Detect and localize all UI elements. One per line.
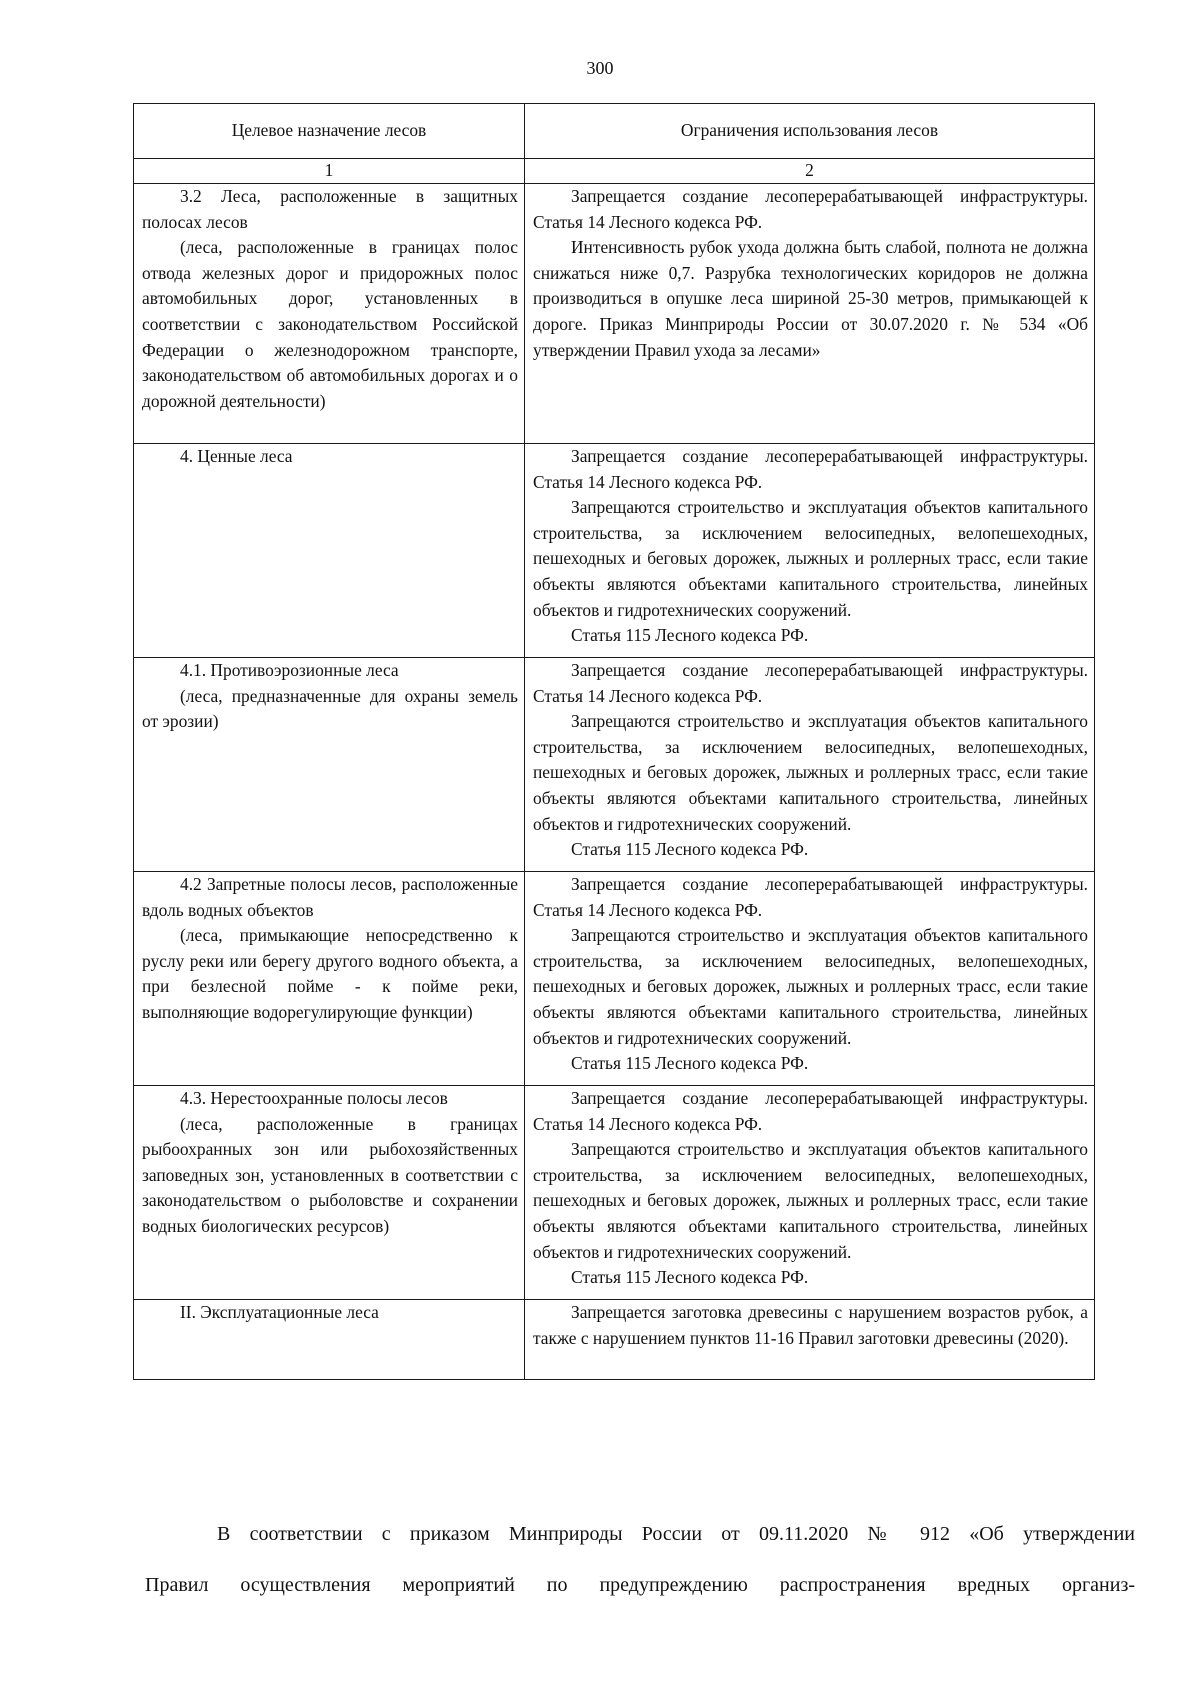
law-reference: Статья 115 Лесного кодекса РФ.: [571, 1267, 809, 1288]
body-paragraph-line: В соответствии с приказом Минприроды России от 09.11.2020 № 912 «Об утверждении: [217, 1523, 1135, 1545]
restrictions-cell: [525, 444, 1095, 658]
restriction-paragraph: Запрещаются строительство и эксплуатация объектов капитального строительства, за исключением велосипедных, велопешеходных, пешеходных и беговых дорожек, лыжных и роллерных трасс, если такие объекты являются объектами капитального строительства, линейных объектов и гидротехнических сооружений.: [533, 1139, 1088, 1262]
restriction-paragraph: Запрещаются строительство и эксплуатация объектов капитального строительства, за исключением велосипедных, велопешеходных, пешеходных и беговых дорожек, лыжных и роллерных трасс, если такие объекты являются объектами капитального строительства, линейных объектов и гидротехнических сооружений.: [533, 711, 1088, 834]
body-paragraph-line: Правил осуществления мероприятий по предупреждению распространения вредных организ-: [145, 1574, 1135, 1596]
column-number: 2: [525, 159, 1095, 184]
law-reference: Статья 115 Лесного кодекса РФ.: [571, 839, 809, 860]
restrictions-cell: [525, 658, 1095, 872]
forest-category-description: (леса, примыкающие непосредственно к руслу реки или берегу другого водного объекта, а при безлесной пойме - к пойме реки, выполняющие водорегулирующие функции): [142, 925, 518, 1022]
table-row: [134, 444, 1095, 658]
forest-purpose-cell: [134, 1086, 525, 1300]
table-row: [134, 872, 1095, 1086]
forest-category-description: (леса, расположенные в границах полос отвода железных дорог и придорожных полос автомобильных дорог, установленных в соответствии с законодательством Российской Федерации о железнодорожном транспорте, законодательством об автомобильных дорогах и о дорожной деятельности): [142, 237, 518, 411]
table-row: [134, 1300, 1095, 1380]
restriction-paragraph: Интенсивность рубок ухода должна быть слабой, полнота не должна снижаться ниже 0,7. Разрубка технологических коридоров не должна производиться в опушке леса шириной 25-30 метров, примыкающей к дороге. Приказ Минприроды России от 30.07.2020 г. № 534 «Об утверждении Правил ухода за лесами»: [533, 237, 1088, 360]
forest-category-description: (леса, предназначенные для охраны земель от эрозии): [142, 685, 518, 732]
forest-purpose-cell: [134, 184, 525, 444]
restriction-paragraph: Запрещается создание лесоперерабатывающей инфраструктуры. Статья 14 Лесного кодекса РФ.: [533, 1088, 1088, 1134]
restrictions-cell: [525, 1300, 1095, 1380]
forest-restrictions-table: [133, 103, 1095, 1380]
law-reference: Статья 115 Лесного кодекса РФ.: [571, 625, 809, 646]
forest-purpose-cell: [134, 1300, 525, 1380]
forest-purpose-cell: [134, 658, 525, 872]
column-number: 1: [134, 159, 525, 184]
table-row: [134, 1086, 1095, 1300]
forest-category-title: 4.1. Противоэрозионные леса: [180, 660, 399, 680]
restriction-paragraph: Запрещается создание лесоперерабатывающей инфраструктуры. Статья 14 Лесного кодекса РФ.: [533, 874, 1088, 920]
column-header-restrictions: Ограничения использования лесов: [525, 104, 1095, 159]
forest-category-title: 3.2 Леса, расположенные в защитных полосах лесов: [142, 186, 518, 232]
restrictions-cell: [525, 184, 1095, 444]
table-row: [134, 658, 1095, 872]
restriction-paragraph: Запрещается создание лесоперерабатывающей инфраструктуры. Статья 14 Лесного кодекса РФ.: [533, 660, 1088, 706]
restriction-paragraph: Запрещается заготовка древесины с нарушением возрастов рубок, а также с нарушением пунктов 11-16 Правил заготовки древесины (2020).: [533, 1302, 1088, 1348]
restriction-paragraph: Запрещается создание лесоперерабатывающей инфраструктуры. Статья 14 Лесного кодекса РФ.: [533, 446, 1088, 492]
column-header-purpose: Целевое назначение лесов: [134, 104, 525, 159]
forest-category-title: 4.2 Запретные полосы лесов, расположенные вдоль водных объектов: [142, 874, 518, 920]
law-reference: Статья 115 Лесного кодекса РФ.: [571, 1053, 809, 1074]
forest-purpose-cell: [134, 444, 525, 658]
restrictions-cell: [525, 1086, 1095, 1300]
forest-category-title: 4.3. Нерестоохранные полосы лесов: [180, 1088, 448, 1108]
column-number-row: [134, 159, 1095, 184]
forest-category-title: II. Эксплуатационные леса: [180, 1302, 379, 1322]
restriction-paragraph: Запрещается создание лесоперерабатывающей инфраструктуры. Статья 14 Лесного кодекса РФ.: [533, 186, 1088, 232]
forest-category-description: (леса, расположенные в границах рыбоохранных зон или рыбохозяйственных заповедных зон, установленных в соответствии с законодательством о рыболовстве и сохранении водных биологических ресурсов): [142, 1113, 518, 1236]
table-row: [134, 184, 1095, 444]
forest-purpose-cell: [134, 872, 525, 1086]
restriction-paragraph: Запрещаются строительство и эксплуатация объектов капитального строительства, за исключением велосипедных, велопешеходных, пешеходных и беговых дорожек, лыжных и роллерных трасс, если такие объекты являются объектами капитального строительства, линейных объектов и гидротехнических сооружений.: [533, 497, 1088, 620]
table-header-row: [134, 104, 1095, 159]
restrictions-cell: [525, 872, 1095, 1086]
forest-category-title: 4. Ценные леса: [180, 446, 293, 466]
restriction-paragraph: Запрещаются строительство и эксплуатация объектов капитального строительства, за исключением велосипедных, велопешеходных, пешеходных и беговых дорожек, лыжных и роллерных трасс, если такие объекты являются объектами капитального строительства, линейных объектов и гидротехнических сооружений.: [533, 925, 1088, 1048]
page-number: 300: [586, 58, 614, 78]
